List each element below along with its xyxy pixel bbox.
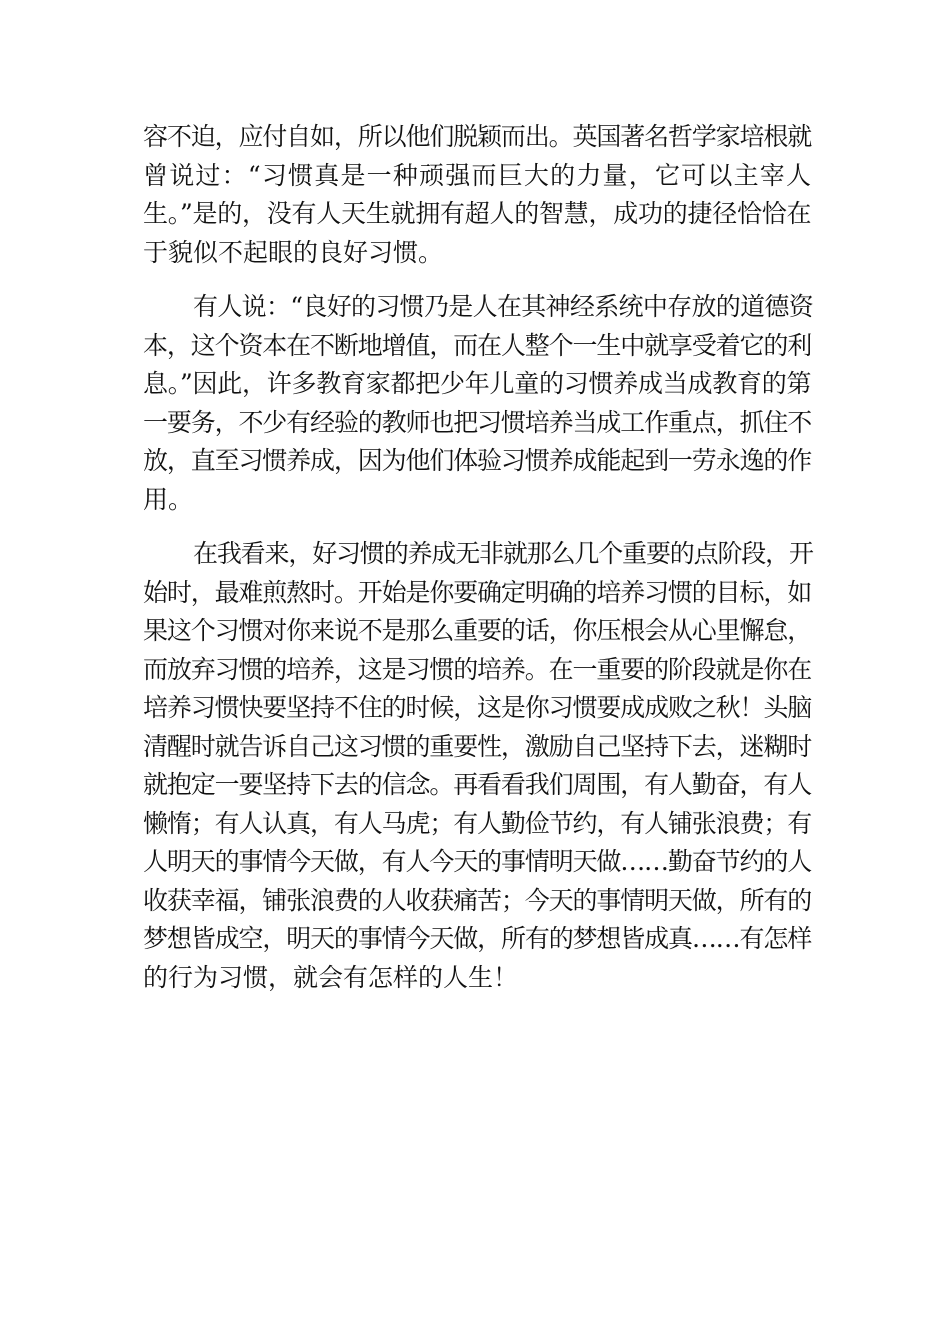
text-line: 本，这个资本在不断地增值，而在人整个一生中就享受着它的利 <box>143 330 811 360</box>
text-line: 梦想皆成空，明天的事情今天做，所有的梦想皆成真……有怎样 <box>143 924 811 953</box>
text-line: 就抱定一要坚持下去的信念。再看看我们周围，有人勤奋，有人 <box>143 770 811 799</box>
text-line: 放，直至习惯养成，因为他们体验习惯养成能起到一劳永逸的作 <box>143 446 811 475</box>
text-line: 生。”是的，没有人天生就拥有超人的智慧，成功的捷径恰恰在 <box>143 199 812 228</box>
text-line: 曾说过：“习惯真是一种顽强而巨大的力量，它可以主宰人 <box>143 160 811 190</box>
text-line: 在我看来，好习惯的养成无非就那么几个重要的点阶段，开 <box>193 539 811 568</box>
text-line: 人明天的事情今天做，有人今天的事情明天做……勤奋节约的人 <box>143 847 811 876</box>
text-line: 用。 <box>143 484 194 514</box>
text-line: 而放弃习惯的培养，这是习惯的培养。在一重要的阶段就是你在 <box>143 654 811 684</box>
text-line: 容不迫，应付自如，所以他们脱颖而出。英国著名哲学家培根就 <box>143 122 811 151</box>
text-line: 果这个习惯对你来说不是那么重要的话，你压根会从心里懈怠， <box>143 616 811 645</box>
text-line: 有人说：“良好的习惯乃是人在其神经系统中存放的道德资 <box>193 292 811 321</box>
text-line: 清醒时就告诉自己这习惯的重要性，激励自己坚持下去，迷糊时 <box>143 731 811 761</box>
text-line: 息。”因此，许多教育家都把少年儿童的习惯养成当成教育的第 <box>143 369 812 398</box>
text-line: 的行为习惯，就会有怎样的人生！ <box>143 962 519 992</box>
text-line: 培养习惯快要坚持不住的时候，这是你习惯要成成败之秋！头脑 <box>143 693 811 722</box>
text-line: 收获幸福，铺张浪费的人收获痛苦；今天的事情明天做，所有的 <box>143 885 811 915</box>
text-line: 始时，最难煎熬时。开始是你要确定明确的培养习惯的目标，如 <box>143 577 811 607</box>
document-page <box>143 118 811 997</box>
text-line: 于貌似不起眼的良好习惯。 <box>143 237 444 267</box>
text-line: 一要务，不少有经验的教师也把习惯培养当成工作重点，抓住不 <box>143 407 811 437</box>
paragraph-2 <box>143 288 811 519</box>
paragraph-1 <box>143 118 811 272</box>
text-line: 懒惰；有人认真，有人马虎；有人勤俭节约，有人铺张浪费；有 <box>143 808 811 838</box>
paragraph-3 <box>143 535 811 997</box>
